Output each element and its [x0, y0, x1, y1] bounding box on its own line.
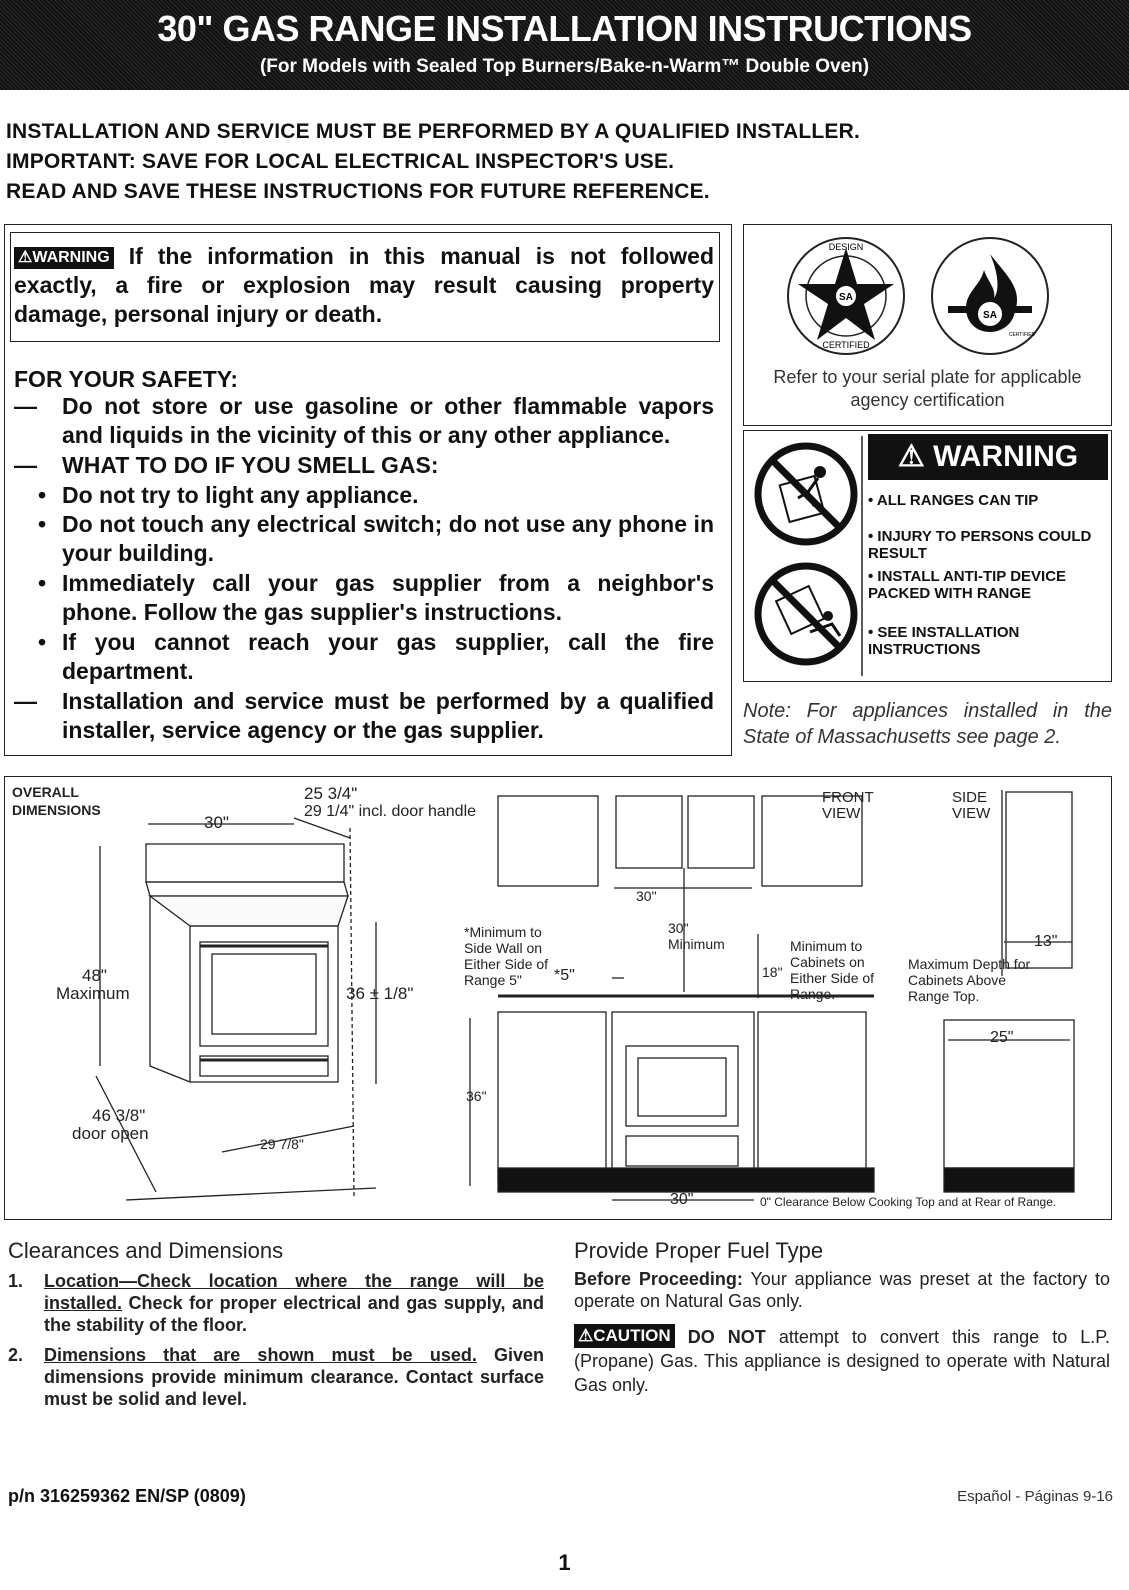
safety-item: [14, 628, 714, 686]
tip-item: • INSTALL ANTI-TIP DEVICE PACKED WITH RANGE: [868, 568, 1067, 602]
item-text: Do not touch any electrical switch; do not use any phone in your building.: [62, 511, 714, 566]
door-open-sub-label: door open: [72, 1124, 149, 1143]
safety-item: [14, 481, 714, 510]
caution-text: attempt to convert this range to L.P. (Propane) Gas. This appliance is designed to operate with Natural Gas only.: [574, 1327, 1110, 1395]
page-subtitle: (For Models with Sealed Top Burners/Bake-n-Warm™ Double Oven): [259, 56, 870, 77]
depth-b-label: 29 1/4" incl. door handle: [304, 803, 477, 820]
fuel-lead: Before Proceeding:: [574, 1269, 743, 1289]
warning-statement: [14, 242, 714, 329]
d18-label: 18": [762, 964, 783, 980]
d13-label: 13": [1034, 933, 1058, 950]
item-marker: —: [14, 452, 37, 478]
item-marker: —: [14, 688, 37, 714]
item-marker: •: [38, 570, 47, 596]
page-number: 1: [558, 1550, 571, 1575]
safety-item: [14, 451, 714, 480]
part-number: p/n 316259362 EN/SP (0809): [8, 1486, 246, 1506]
front-view-sub-label: VIEW: [822, 805, 861, 822]
tip-item: • ALL RANGES CAN TIP: [868, 492, 1039, 509]
warning-tag: ⚠WARNING: [14, 247, 114, 269]
safety-item: [14, 687, 714, 745]
warning-text: If the information in this manual is not followed exactly, a fire or explosion may result causing property damage, personal injury or death.: [14, 243, 714, 327]
dimensions-label: DIMENSIONS: [12, 802, 101, 818]
width-30-label: 30": [204, 813, 229, 832]
d25-label: 25": [990, 1029, 1014, 1046]
certification-seals: [760, 234, 1100, 362]
seal-mark: SA: [839, 292, 853, 303]
top-30-label: 30": [636, 888, 657, 904]
design-certified-seal-icon: [788, 238, 904, 354]
seal-text-top: DESIGN: [828, 242, 864, 252]
item-marker: •: [38, 629, 47, 655]
seal-text-small: CERTIFIED: [1008, 332, 1036, 338]
h36-front-label: 36": [466, 1088, 487, 1104]
page-title: 30" GAS RANGE INSTALLATION INSTRUCTIONS: [157, 8, 972, 49]
headline-installer: INSTALLATION AND SERVICE MUST BE PERFORMED BY A QUALIFIED INSTALLER.: [6, 120, 861, 143]
caution-lead: DO NOT: [687, 1327, 766, 1347]
item-text: Given dimensions provide minimum clearance. Contact surface must be solid and level.: [44, 1345, 544, 1409]
item-lead: Location—Check location where the range will be installed.: [44, 1271, 544, 1313]
safety-item: [14, 392, 714, 450]
front-view-label: FRONT: [822, 789, 874, 806]
fuel-title: Provide Proper Fuel Type: [574, 1238, 824, 1263]
gas-flame-seal-icon: [932, 238, 1048, 354]
item-lead: Dimensions that are shown must be used.: [44, 1345, 477, 1365]
item-marker: •: [38, 511, 47, 537]
headline-read-save: READ AND SAVE THESE INSTRUCTIONS FOR FUTURE REFERENCE.: [6, 180, 710, 203]
child-climbing-oven-icon: [758, 446, 854, 542]
clearance-item: [8, 1270, 544, 1336]
item-number: 2.: [8, 1345, 24, 1365]
fuel-text: Your appliance was preset at the factory to operate on Natural Gas only.: [574, 1269, 1110, 1311]
caution-tag: ⚠CAUTION: [574, 1324, 675, 1348]
seal-mark: SA: [983, 310, 997, 321]
safety-item: [14, 569, 714, 627]
max-depth-label: Maximum Depth for Cabinets Above Range Top.: [908, 956, 1031, 1004]
min30-label: 30": [668, 920, 689, 936]
tip-item: • INJURY TO PERSONS COULD RESULT: [868, 528, 1092, 562]
item-text: Check for proper electrical and gas supply, and the stability of the floor.: [44, 1293, 544, 1335]
max48-label: 48": [82, 966, 107, 985]
massachusetts-note: Note: For appliances installed in the State of Massachusetts see page 2.: [743, 700, 1112, 748]
spanish-pages: Español - Páginas 9-16: [957, 1488, 1113, 1505]
tip-item: • SEE INSTALLATION INSTRUCTIONS: [868, 624, 1020, 658]
certification-text: Refer to your serial plate for applicable agency certification: [773, 367, 1082, 410]
tip-pictograms: [748, 436, 864, 676]
safety-title: FOR YOUR SAFETY:: [14, 366, 239, 392]
min-cabinets-label: Minimum to Cabinets on Either Side of Range.: [790, 938, 875, 1002]
item-text: If you cannot reach your gas supplier, call the fire department.: [62, 629, 714, 684]
fuel-paragraph: [574, 1268, 1110, 1312]
seal-text-bottom: CERTIFIED: [822, 340, 870, 350]
item-number: 1.: [8, 1271, 24, 1291]
depth-2978-label: 29 7/8": [260, 1136, 304, 1152]
item-marker: —: [14, 393, 37, 419]
bottom-30-label: 30": [670, 1191, 694, 1208]
caution-paragraph: [574, 1324, 1110, 1397]
clearance-item: [8, 1344, 544, 1410]
item-text: Immediately call your gas supplier from a neighbor's phone. Follow the gas supplier's instructions.: [62, 570, 714, 625]
item-text: WHAT TO DO IF YOU SMELL GAS:: [62, 452, 439, 478]
min-side-wall-label: *Minimum to Side Wall on Either Side of Range 5": [464, 924, 549, 988]
headline-important: IMPORTANT: SAVE FOR LOCAL ELECTRICAL INSPECTOR'S USE.: [6, 150, 675, 173]
item-text: Do not try to light any appliance.: [62, 482, 419, 508]
overall-label: OVERALL: [12, 784, 79, 800]
item-marker: •: [38, 482, 47, 508]
door-open-label: 46 3/8": [92, 1106, 146, 1125]
height36-label: 36 ± 1/8": [346, 984, 414, 1003]
max48-sub-label: Maximum: [56, 984, 130, 1003]
safety-item: [14, 510, 714, 568]
side-view-label: SIDE: [952, 789, 988, 806]
item-text: Installation and service must be performed by a qualified installer, service agency or the gas supplier.: [62, 688, 714, 743]
min30-sub-label: Minimum: [668, 936, 725, 952]
clearances-title: Clearances and Dimensions: [8, 1238, 284, 1263]
star5-label: *5": [554, 967, 575, 984]
range-tipping-icon: [758, 566, 854, 662]
clearance-label: 0" Clearance Below Cooking Top and at Rear of Range.: [760, 1195, 1057, 1209]
item-text: Do not store or use gasoline or other flammable vapors and liquids in the vicinity of this or any other appliance.: [62, 393, 714, 448]
side-view-sub-label: VIEW: [952, 805, 991, 822]
depth-a-label: 25 3/4": [304, 784, 358, 803]
tip-warning-banner: ⚠ WARNING: [868, 434, 1108, 480]
